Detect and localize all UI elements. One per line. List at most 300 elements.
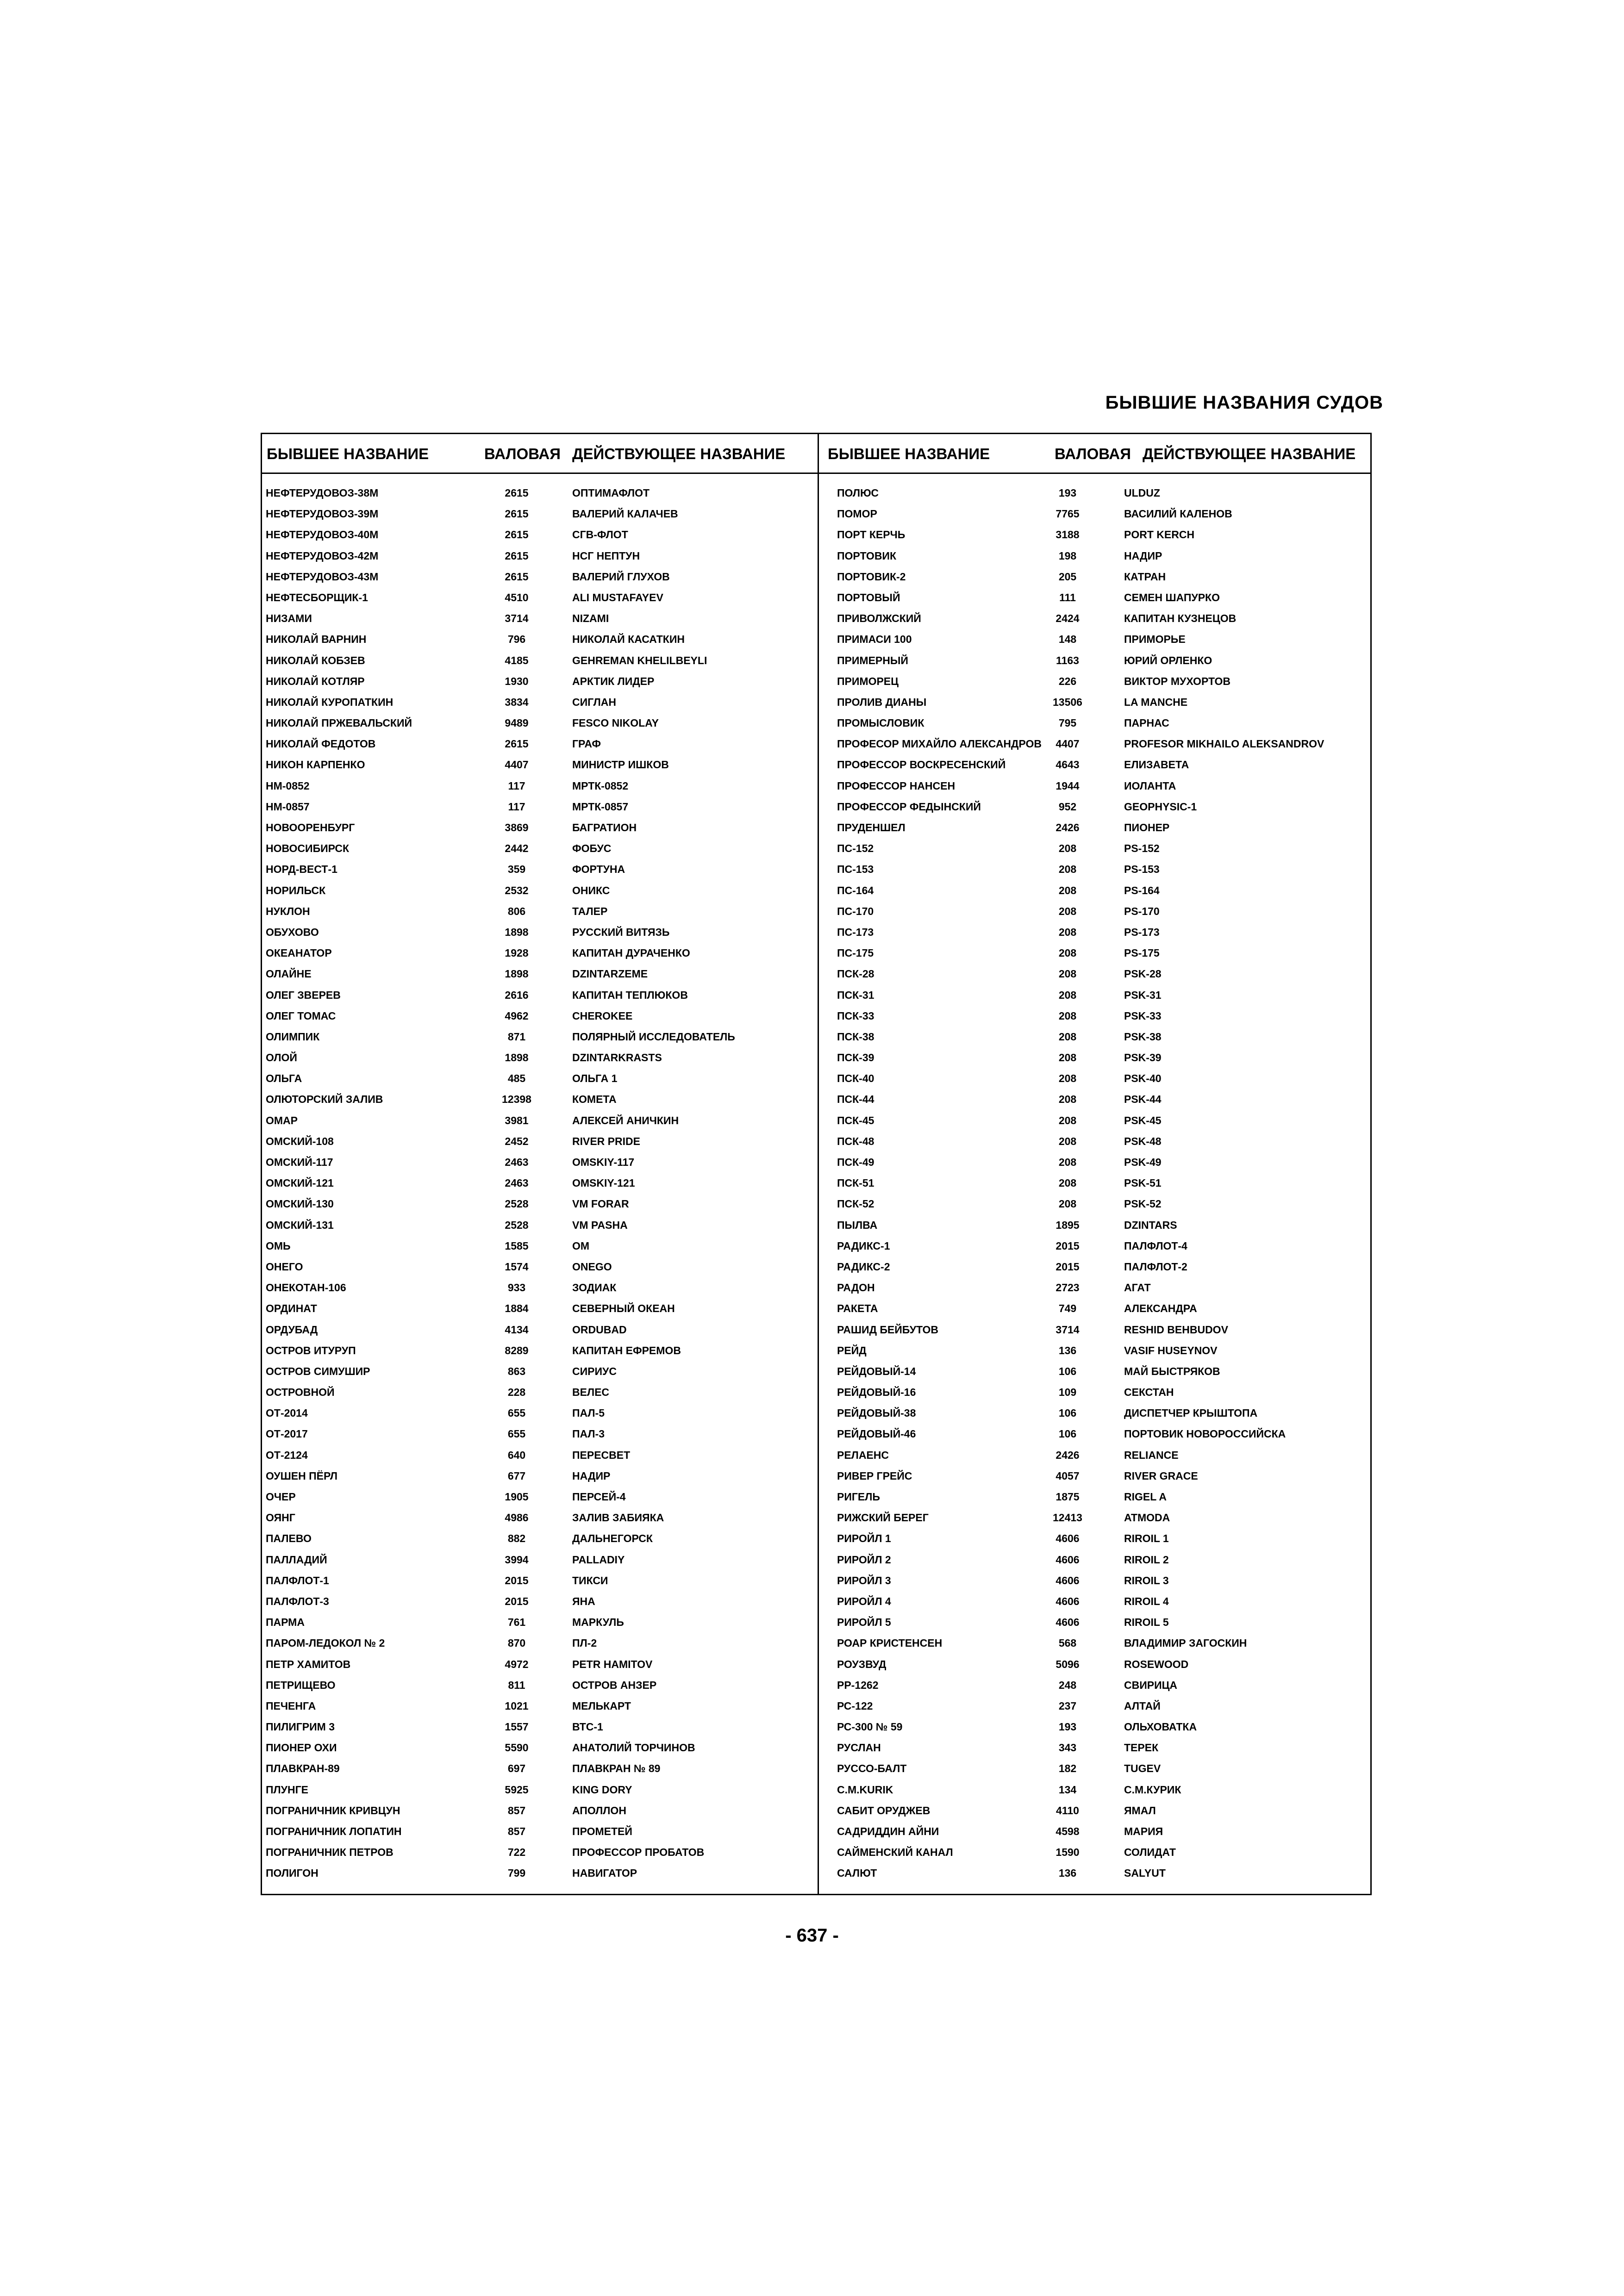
- former-name-cell: ОУШЕН ПЁРЛ: [266, 1469, 338, 1482]
- former-name-cell: ПОРТОВЫЙ: [837, 591, 900, 604]
- current-name-cell: PS-153: [1124, 863, 1160, 876]
- table-row: [262, 1110, 818, 1131]
- gross-tonnage-cell: 857: [507, 1825, 526, 1837]
- gross-tonnage-cell: 1905: [505, 1491, 529, 1503]
- current-name-cell: ATMODA: [1124, 1512, 1170, 1524]
- current-name-cell: ПОРТОВИК НОВОРОССИЙСКА: [1124, 1428, 1286, 1440]
- current-name-cell: PSK-39: [1124, 1052, 1162, 1064]
- current-name-cell: PS-173: [1124, 926, 1160, 938]
- gross-tonnage-cell: 871: [507, 1030, 526, 1043]
- former-name-cell: ПРОМЫСЛОВИК: [837, 717, 924, 729]
- former-name-cell: ПРОФЕССОР ВОСКРЕСЕНСКИЙ: [837, 759, 1006, 771]
- gross-tonnage-cell: 111: [1059, 591, 1076, 604]
- former-name-cell: ПРОФЕСОР МИХАЙЛО АЛЕКСАНДРОВ: [837, 738, 1042, 750]
- table-row: [822, 1361, 1378, 1382]
- former-name-cell: ОКЕАНАТОР: [266, 947, 332, 959]
- former-name-cell: ОМСКИЙ-108: [266, 1135, 334, 1147]
- gross-tonnage-cell: 208: [1058, 1093, 1077, 1106]
- former-name-cell: НИКОЛАЙ ВАРНИН: [266, 633, 367, 646]
- former-name-cell: ПЕЧЕНГА: [266, 1699, 316, 1712]
- gross-tonnage-cell: 208: [1058, 884, 1077, 896]
- table-row: [822, 964, 1378, 984]
- table-row: [822, 1089, 1378, 1110]
- current-name-cell: ПЛАВКРАН № 89: [572, 1762, 661, 1775]
- former-name-cell: НОВОСИБИРСК: [266, 842, 350, 855]
- current-name-cell: PSK-49: [1124, 1156, 1162, 1168]
- table-row: [262, 1319, 818, 1340]
- gross-tonnage-cell: 806: [507, 905, 526, 917]
- gross-tonnage-cell: 1585: [505, 1239, 529, 1252]
- gross-tonnage-cell: 4134: [505, 1323, 529, 1336]
- former-name-cell: ОЛАЙНЕ: [266, 968, 312, 980]
- current-name-cell: ONEGO: [572, 1260, 612, 1273]
- former-name-cell: ОБУХОВО: [266, 926, 319, 938]
- table-row: [822, 1717, 1378, 1737]
- former-name-cell: САЛЮТ: [837, 1867, 877, 1879]
- former-name-cell: НИКОЛАЙ КОТЛЯР: [266, 675, 365, 687]
- table-row: [262, 1152, 818, 1173]
- table-row: [822, 1110, 1378, 1131]
- table-row: [822, 1800, 1378, 1821]
- former-name-cell: ПОГРАНИЧНИК КРИВЦУН: [266, 1804, 400, 1817]
- current-name-cell: DZINTARS: [1124, 1219, 1177, 1231]
- former-name-cell: НУКЛОН: [266, 905, 310, 917]
- former-name-cell: НМ-0852: [266, 779, 310, 792]
- former-name-cell: ОСТРОВ СИМУШИР: [266, 1365, 370, 1377]
- gross-tonnage-cell: 208: [1058, 1009, 1077, 1022]
- current-name-cell: ТИКСИ: [572, 1574, 608, 1587]
- table-row: [822, 1696, 1378, 1717]
- table-row: [822, 859, 1378, 880]
- former-name-cell: НЕФТЕРУДОВОЗ-38М: [266, 487, 379, 499]
- former-name-cell: ОСТРОВ ИТУРУП: [266, 1344, 356, 1356]
- current-name-cell: RIROIL 2: [1124, 1553, 1169, 1566]
- table-row: [262, 1780, 818, 1800]
- table-row: [822, 1570, 1378, 1591]
- table-row: [262, 1068, 818, 1089]
- gross-tonnage-cell: 208: [1058, 1052, 1077, 1064]
- former-name-cell: РОАР КРИСТЕНСЕН: [837, 1637, 943, 1649]
- current-name-cell: PSK-52: [1124, 1198, 1162, 1210]
- table-row: [262, 1507, 818, 1528]
- header-gross-tonnage-left: ВАЛОВАЯ: [484, 445, 561, 462]
- table-row: [262, 1215, 818, 1236]
- former-name-cell: РОУЗВУД: [837, 1658, 887, 1670]
- table-row: [262, 1027, 818, 1047]
- former-name-cell: ПС-170: [837, 905, 874, 917]
- table-row: [822, 1319, 1378, 1340]
- gross-tonnage-cell: 882: [507, 1532, 526, 1545]
- former-name-cell: РАДОН: [837, 1282, 875, 1294]
- current-name-cell: НАДИР: [572, 1469, 611, 1482]
- table-row: [262, 901, 818, 922]
- former-name-cell: САЙМЕНСКИЙ КАНАЛ: [837, 1846, 953, 1859]
- former-name-cell: РАКЕТА: [837, 1302, 878, 1315]
- gross-tonnage-cell: 248: [1058, 1679, 1077, 1691]
- table-row: [262, 1570, 818, 1591]
- table-row: [262, 692, 818, 713]
- current-name-cell: ВАСИЛИЙ КАЛЕНОВ: [1124, 508, 1232, 520]
- former-name-cell: РС-300 № 59: [837, 1721, 903, 1733]
- current-name-cell: PSK-51: [1124, 1177, 1162, 1189]
- table-row: [822, 1277, 1378, 1298]
- table-row: [822, 1424, 1378, 1444]
- gross-tonnage-cell: 193: [1058, 487, 1077, 499]
- gross-tonnage-cell: 2528: [505, 1219, 529, 1231]
- former-name-cell: РЕЙДОВЫЙ-14: [837, 1365, 916, 1377]
- former-name-cell: ОЧЕР: [266, 1491, 296, 1503]
- table-row: [822, 1068, 1378, 1089]
- gross-tonnage-cell: 117: [508, 800, 525, 813]
- gross-tonnage-cell: 3834: [505, 696, 529, 708]
- table-row: [262, 776, 818, 796]
- table-row: [822, 1047, 1378, 1068]
- gross-tonnage-cell: 136: [1058, 1344, 1077, 1356]
- current-name-cell: ПЕРЕСВЕТ: [572, 1449, 631, 1461]
- gross-tonnage-cell: 677: [507, 1469, 526, 1482]
- gross-tonnage-cell: 208: [1058, 1177, 1077, 1189]
- table-row: [822, 1215, 1378, 1236]
- current-name-cell: ORDUBAD: [572, 1323, 627, 1336]
- current-name-cell: ОНИКС: [572, 884, 610, 896]
- former-name-cell: ПСК-38: [837, 1030, 874, 1043]
- gross-tonnage-cell: 134: [1058, 1783, 1077, 1796]
- gross-tonnage-cell: 5925: [505, 1783, 529, 1796]
- current-name-cell: RESHID BEHBUDOV: [1124, 1323, 1228, 1336]
- current-name-cell: ОЛЬХОВАТКА: [1124, 1721, 1197, 1733]
- current-name-cell: НАДИР: [1124, 549, 1162, 562]
- former-name-cell: ПОЛИГОН: [266, 1867, 319, 1879]
- table-row: [822, 1445, 1378, 1466]
- current-name-cell: VM FORAR: [572, 1198, 629, 1210]
- gross-tonnage-cell: 9489: [505, 717, 529, 729]
- gross-tonnage-cell: 952: [1058, 800, 1077, 813]
- table-row: [822, 1466, 1378, 1487]
- former-name-cell: ОТ-2124: [266, 1449, 308, 1461]
- current-name-cell: ЕЛИЗАВЕТА: [1124, 759, 1189, 771]
- former-name-cell: САБИТ ОРУДЖЕВ: [837, 1804, 931, 1817]
- table-row: [822, 1633, 1378, 1654]
- current-name-cell: ЗОДИАК: [572, 1282, 617, 1294]
- table-row: [262, 671, 818, 692]
- former-name-cell: НЕФТЕРУДОВОЗ-43М: [266, 570, 379, 583]
- gross-tonnage-cell: 2528: [505, 1198, 529, 1210]
- column-headers: [262, 434, 1370, 474]
- former-name-cell: ОРДУБАД: [266, 1323, 318, 1336]
- table-row: [262, 650, 818, 671]
- current-name-cell: PSK-33: [1124, 1009, 1162, 1022]
- current-name-cell: RIGEL A: [1124, 1491, 1167, 1503]
- table-row: [262, 1821, 818, 1842]
- gross-tonnage-cell: 106: [1058, 1407, 1077, 1419]
- gross-tonnage-cell: 2015: [1056, 1239, 1080, 1252]
- former-name-cell: ПАРМА: [266, 1616, 305, 1629]
- gross-tonnage-cell: 4606: [1056, 1553, 1080, 1566]
- gross-tonnage-cell: 4643: [1056, 759, 1080, 771]
- gross-tonnage-cell: 208: [1058, 1072, 1077, 1085]
- gross-tonnage-cell: 3188: [1056, 529, 1080, 541]
- table-row: [822, 1382, 1378, 1403]
- gross-tonnage-cell: 4972: [505, 1658, 529, 1670]
- gross-tonnage-cell: 2015: [1056, 1260, 1080, 1273]
- table-row: [262, 964, 818, 984]
- current-name-cell: ТАЛЕР: [572, 905, 608, 917]
- former-name-cell: РЕЙД: [837, 1344, 867, 1356]
- current-name-cell: ПРИМОРЬЕ: [1124, 633, 1186, 646]
- former-name-cell: ПРИМЕРНЫЙ: [837, 654, 908, 666]
- current-name-cell: РУССКИЙ ВИТЯЗЬ: [572, 926, 670, 938]
- table-row: [262, 1277, 818, 1298]
- gross-tonnage-cell: 2723: [1056, 1282, 1080, 1294]
- current-name-cell: КАПИТАН ЕФРЕМОВ: [572, 1344, 681, 1356]
- gross-tonnage-cell: 2616: [505, 989, 529, 1001]
- gross-tonnage-cell: 870: [507, 1637, 526, 1649]
- gross-tonnage-cell: 2615: [505, 570, 529, 583]
- table-row: [262, 1696, 818, 1717]
- current-name-cell: RIROIL 3: [1124, 1574, 1169, 1587]
- table-row: [262, 1257, 818, 1277]
- gross-tonnage-cell: 811: [508, 1679, 525, 1691]
- table-row: [262, 1591, 818, 1612]
- current-name-cell: С.М.КУРИК: [1124, 1783, 1181, 1796]
- current-name-cell: KING DORY: [572, 1783, 632, 1796]
- current-name-cell: PSK-31: [1124, 989, 1162, 1001]
- gross-tonnage-cell: 640: [507, 1449, 526, 1461]
- former-name-cell: РЕЙДОВЫЙ-16: [837, 1386, 916, 1399]
- former-name-cell: РАДИКС-2: [837, 1260, 890, 1273]
- current-name-cell: ЮРИЙ ОРЛЕНКО: [1124, 654, 1212, 666]
- gross-tonnage-cell: 4110: [1056, 1804, 1079, 1817]
- table-row: [262, 1089, 818, 1110]
- table-row: [262, 838, 818, 859]
- gross-tonnage-cell: 1930: [505, 675, 529, 687]
- table-row: [822, 1236, 1378, 1257]
- gross-tonnage-cell: 208: [1058, 1114, 1077, 1126]
- gross-tonnage-cell: 1895: [1056, 1219, 1080, 1231]
- gross-tonnage-cell: 655: [507, 1428, 526, 1440]
- current-name-cell: SALYUT: [1124, 1867, 1166, 1879]
- gross-tonnage-cell: 136: [1058, 1867, 1077, 1879]
- former-name-cell: ОТ-2014: [266, 1407, 308, 1419]
- current-name-cell: PORT KERCH: [1124, 529, 1195, 541]
- gross-tonnage-cell: 117: [508, 779, 525, 792]
- current-name-cell: PSK-45: [1124, 1114, 1162, 1126]
- former-name-cell: РИРОЙЛ 5: [837, 1616, 891, 1629]
- gross-tonnage-cell: 208: [1058, 926, 1077, 938]
- gross-tonnage-cell: 106: [1058, 1365, 1077, 1377]
- gross-tonnage-cell: 2532: [505, 884, 529, 896]
- former-name-cell: НЕФТЕРУДОВОЗ-42М: [266, 549, 379, 562]
- former-name-cell: ПРИМОРЕЦ: [837, 675, 899, 687]
- gross-tonnage-cell: 205: [1058, 570, 1077, 583]
- gross-tonnage-cell: 7765: [1056, 508, 1080, 520]
- gross-tonnage-cell: 4598: [1056, 1825, 1080, 1837]
- former-name-cell: НИКОЛАЙ КОБЗЕВ: [266, 654, 365, 666]
- former-name-cell: ОМСКИЙ-117: [266, 1156, 333, 1168]
- table-row: [262, 1549, 818, 1570]
- former-name-cell: ОТ-2017: [266, 1428, 308, 1440]
- table-row: [262, 483, 818, 504]
- current-name-cell: ЗАЛИВ ЗАБИЯКА: [572, 1512, 664, 1524]
- gross-tonnage-cell: 2452: [505, 1135, 529, 1147]
- former-name-cell: ПАЛФЛОТ-1: [266, 1574, 329, 1587]
- table-row: [262, 1737, 818, 1758]
- gross-tonnage-cell: 5096: [1056, 1658, 1080, 1670]
- former-name-cell: ОНЕКОТАН-106: [266, 1282, 346, 1294]
- current-name-cell: МЕЛЬКАРТ: [572, 1699, 631, 1712]
- current-name-cell: МРТК-0857: [572, 800, 629, 813]
- former-name-cell: ПАЛЕВО: [266, 1532, 312, 1545]
- gross-tonnage-cell: 4606: [1056, 1616, 1080, 1629]
- table-row: [822, 1549, 1378, 1570]
- former-name-cell: НОВООРЕНБУРГ: [266, 821, 355, 834]
- table-row: [822, 1675, 1378, 1696]
- former-name-cell: ПОРТОВИК: [837, 549, 897, 562]
- former-name-cell: РУСЛАН: [837, 1742, 881, 1754]
- table-row: [822, 734, 1378, 754]
- former-name-cell: НИКОЛАЙ ПРЖЕВАЛЬСКИЙ: [266, 717, 412, 729]
- table-row: [822, 650, 1378, 671]
- current-name-cell: ВИКТОР МУХОРТОВ: [1124, 675, 1230, 687]
- gross-tonnage-cell: 568: [1058, 1637, 1077, 1649]
- former-name-cell: ПС-164: [837, 884, 874, 896]
- table-row: [262, 985, 818, 1006]
- gross-tonnage-cell: 485: [507, 1072, 526, 1085]
- table-row: [822, 692, 1378, 713]
- former-name-cell: ПИОНЕР ОХИ: [266, 1742, 337, 1754]
- gross-tonnage-cell: 1590: [1056, 1846, 1080, 1859]
- table-row: [262, 1173, 818, 1194]
- former-name-cell: ПЛАВКРАН-89: [266, 1762, 340, 1775]
- table-row: [822, 1131, 1378, 1152]
- former-name-cell: РИЖСКИЙ БЕРЕГ: [837, 1512, 929, 1524]
- gross-tonnage-cell: 1944: [1056, 779, 1080, 792]
- gross-tonnage-cell: 857: [507, 1804, 526, 1817]
- current-name-cell: ВАЛЕРИЙ ГЛУХОВ: [572, 570, 670, 583]
- gross-tonnage-cell: 1574: [505, 1260, 529, 1273]
- gross-tonnage-cell: 5590: [505, 1742, 529, 1754]
- current-name-cell: БАГРАТИОН: [572, 821, 637, 834]
- gross-tonnage-cell: 2615: [505, 508, 529, 520]
- former-name-cell: ПС-153: [837, 863, 874, 876]
- former-name-cell: ПАРОМ-ЛЕДОКОЛ № 2: [266, 1637, 385, 1649]
- gross-tonnage-cell: 208: [1058, 947, 1077, 959]
- gross-tonnage-cell: 4057: [1056, 1469, 1080, 1482]
- table-row: [262, 796, 818, 817]
- table-row: [822, 1507, 1378, 1528]
- current-name-cell: АЛТАЙ: [1124, 1699, 1161, 1712]
- gross-tonnage-cell: 4606: [1056, 1574, 1080, 1587]
- current-name-cell: СИГЛАН: [572, 696, 616, 708]
- gross-tonnage-cell: 2426: [1056, 1449, 1080, 1461]
- former-name-cell: РИРОЙЛ 4: [837, 1595, 891, 1607]
- current-name-cell: МАРКУЛЬ: [572, 1616, 624, 1629]
- current-name-cell: ДИСПЕТЧЕР КРЫШТОПА: [1124, 1407, 1258, 1419]
- table-row: [822, 629, 1378, 650]
- former-name-cell: РИГЕЛЬ: [837, 1491, 880, 1503]
- table-row: [822, 1821, 1378, 1842]
- header-former-name-left: БЫВШЕЕ НАЗВАНИЕ: [267, 445, 429, 462]
- former-name-cell: НИКОЛАЙ ФЕДОТОВ: [266, 738, 376, 750]
- gross-tonnage-cell: 863: [507, 1365, 526, 1377]
- former-name-cell: РАШИД БЕЙБУТОВ: [837, 1323, 938, 1336]
- current-name-cell: PALLADIY: [572, 1553, 625, 1566]
- former-name-cell: ПЛУНГЕ: [266, 1783, 308, 1796]
- former-name-cell: ПСК-52: [837, 1198, 874, 1210]
- current-name-cell: PS-164: [1124, 884, 1160, 896]
- table-row: [262, 1675, 818, 1696]
- table-row: [262, 1236, 818, 1257]
- former-name-cell: РС-122: [837, 1699, 873, 1712]
- gross-tonnage-cell: 109: [1058, 1386, 1077, 1399]
- current-name-cell: ПАЛ-5: [572, 1407, 605, 1419]
- gross-tonnage-cell: 148: [1058, 633, 1077, 646]
- table-row: [262, 1654, 818, 1675]
- gross-tonnage-cell: 208: [1058, 1198, 1077, 1210]
- table-row: [262, 587, 818, 608]
- former-name-cell: ОМСКИЙ-130: [266, 1198, 334, 1210]
- gross-tonnage-cell: 1557: [505, 1721, 529, 1733]
- table-row: [262, 524, 818, 545]
- current-name-cell: ЯМАЛ: [1124, 1804, 1156, 1817]
- former-name-cell: ПСК-28: [837, 968, 874, 980]
- table-row: [262, 608, 818, 629]
- table-row: [822, 1298, 1378, 1319]
- table-row: [262, 629, 818, 650]
- gross-tonnage-cell: 8289: [505, 1344, 529, 1356]
- former-name-cell: ОЛИМПИК: [266, 1030, 320, 1043]
- former-name-cell: НИЗАМИ: [266, 612, 312, 625]
- gross-tonnage-cell: 198: [1058, 549, 1077, 562]
- table-row: [262, 1047, 818, 1068]
- table-row: [822, 713, 1378, 734]
- former-name-cell: НЕФТЕРУДОВОЗ-40М: [266, 529, 379, 541]
- former-name-cell: ПАЛФЛОТ-3: [266, 1595, 329, 1607]
- former-name-cell: НОРД-ВЕСТ-1: [266, 863, 337, 876]
- gross-tonnage-cell: 4962: [505, 1009, 529, 1022]
- table-row: [822, 943, 1378, 964]
- page-heading: БЫВШИЕ НАЗВАНИЯ СУДОВ: [1105, 392, 1383, 413]
- table-row: [262, 1131, 818, 1152]
- former-name-cell: ПОМОР: [837, 508, 877, 520]
- table-row: [822, 754, 1378, 775]
- former-name-cell: ПСК-39: [837, 1052, 874, 1064]
- current-name-cell: АГАТ: [1124, 1282, 1151, 1294]
- former-name-cell: НЕФТЕРУДОВОЗ-39М: [266, 508, 379, 520]
- current-name-cell: TUGEV: [1124, 1762, 1161, 1775]
- gross-tonnage-cell: 655: [507, 1407, 526, 1419]
- current-name-cell: PSK-44: [1124, 1093, 1162, 1106]
- table-row: [822, 1528, 1378, 1549]
- former-name-cell: РЕЙДОВЫЙ-46: [837, 1428, 916, 1440]
- current-name-cell: ПИОНЕР: [1124, 821, 1170, 834]
- current-name-cell: RIVER PRIDE: [572, 1135, 640, 1147]
- table-row: [262, 754, 818, 775]
- gross-tonnage-cell: 1884: [505, 1302, 529, 1315]
- former-name-cell: ПРИМАСИ 100: [837, 633, 912, 646]
- current-name-cell: МИНИСТР ИШКОВ: [572, 759, 669, 771]
- table-row: [822, 880, 1378, 901]
- table-row: [822, 1863, 1378, 1884]
- gross-tonnage-cell: 193: [1058, 1721, 1077, 1733]
- table-row: [262, 566, 818, 587]
- gross-tonnage-cell: 208: [1058, 905, 1077, 917]
- table-row: [822, 1173, 1378, 1194]
- current-name-cell: FESCO NIKOLAY: [572, 717, 659, 729]
- gross-tonnage-cell: 1928: [505, 947, 529, 959]
- current-name-cell: PETR HAMITOV: [572, 1658, 653, 1670]
- table-row: [262, 734, 818, 754]
